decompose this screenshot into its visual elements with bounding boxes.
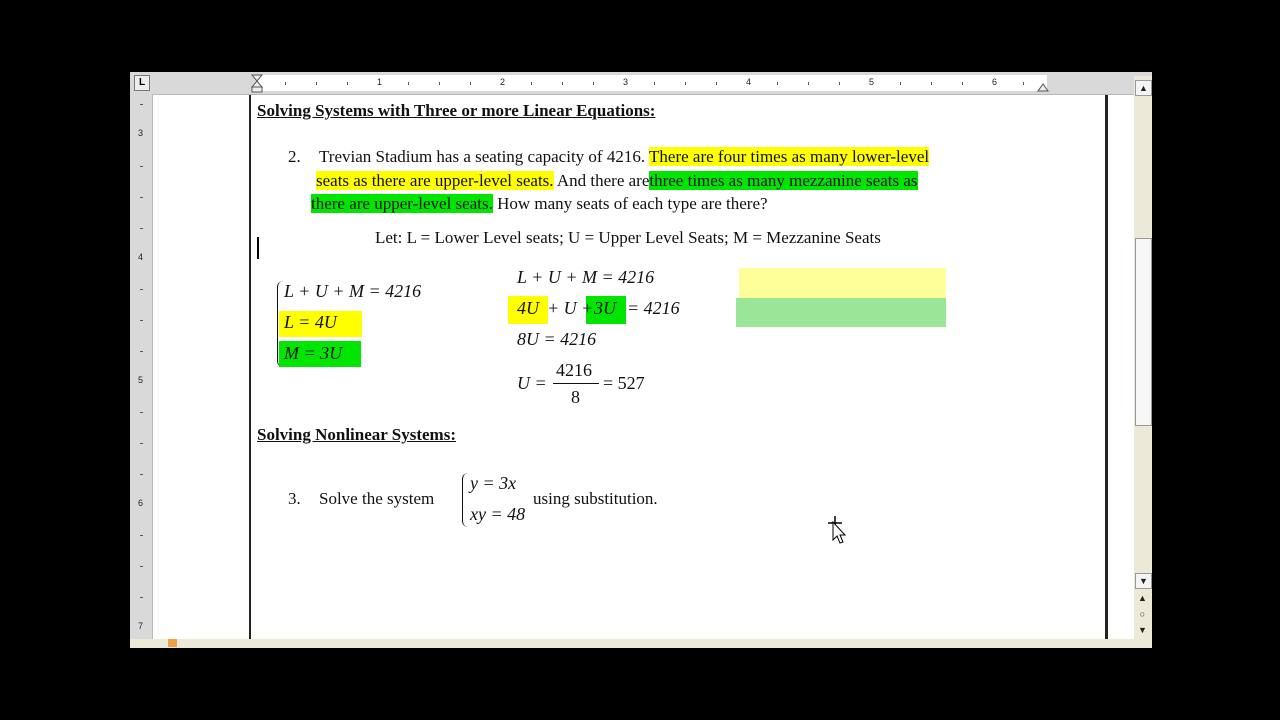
ruler-tick — [685, 82, 686, 85]
fraction-numerator: 4216 — [556, 360, 592, 380]
ruler-tick — [140, 412, 143, 413]
previous-page-button[interactable]: ▲ — [1138, 593, 1147, 603]
work-line2-term3: 3U — [594, 298, 616, 318]
ruler-tick — [140, 228, 143, 229]
work-line3: 8U = 4216 — [517, 329, 597, 349]
system-eq2: L = 4U — [284, 312, 337, 332]
pale-yellow-box — [739, 268, 946, 298]
ruler-tick — [140, 166, 143, 167]
yellow-highlight-text: seats as there are upper-level seats. — [316, 171, 554, 190]
ruler-number: 7 — [138, 621, 144, 631]
problem2-line1 — [319, 147, 929, 167]
work-line4-rhs: = 527 — [603, 373, 645, 393]
mouse-cursor-icon — [826, 516, 848, 544]
ruler-tick — [470, 82, 471, 85]
heading-nonlinear-systems: Solving Nonlinear Systems: — [257, 425, 456, 444]
yellow-highlight-text: There are four times as many lower-level — [649, 147, 930, 166]
ruler-tick — [900, 82, 901, 85]
problem2-text: Trevian Stadium has a seating capacity of 4216. — [319, 147, 646, 166]
problem3-eq2: xy = 48 — [470, 504, 526, 524]
problem2-line3 — [311, 194, 768, 214]
ruler-tick — [931, 82, 932, 85]
heading-linear-systems: Solving Systems with Three or more Linear Equations: — [257, 101, 656, 120]
ruler-number: 4 — [746, 77, 752, 87]
horizontal-scrollbar[interactable] — [130, 639, 1152, 648]
ruler-tick — [1023, 82, 1024, 85]
ruler-tick — [408, 82, 409, 85]
next-page-button[interactable]: ▼ — [1138, 625, 1147, 635]
problem2-text: How many seats of each type are there? — [497, 194, 768, 213]
problem3-text: using substitution. — [533, 489, 658, 508]
ruler-tick — [562, 82, 563, 85]
scroll-up-button[interactable]: ▲ — [1135, 80, 1152, 96]
ruler-tick — [140, 566, 143, 567]
work-line2-rhs: = 4216 — [627, 298, 680, 318]
print-layout-view-button[interactable] — [168, 639, 177, 647]
system-eq3: M = 3U — [284, 343, 343, 363]
tab-selector-button[interactable]: L — [134, 75, 150, 91]
problem2-line2 — [316, 171, 918, 191]
ruler-number: 1 — [377, 77, 383, 87]
ruler-tick — [777, 82, 778, 85]
right-indent-marker-icon[interactable] — [1037, 82, 1049, 92]
text-cursor — [257, 237, 259, 259]
ruler-number: 6 — [992, 77, 998, 87]
ruler-tick — [140, 474, 143, 475]
ruler-tick — [531, 82, 532, 85]
ruler-tick — [962, 82, 963, 85]
scroll-down-button[interactable]: ▼ — [1135, 573, 1152, 589]
ruler-number: 6 — [138, 498, 144, 508]
system-eq1: L + U + M = 4216 — [284, 281, 422, 301]
left-margin-line — [249, 95, 251, 639]
ruler-number: 3 — [138, 128, 144, 138]
work-line1: L + U + M = 4216 — [517, 267, 655, 287]
ruler-tick — [140, 289, 143, 290]
problem-number: 2. — [288, 147, 301, 166]
problem3-text: Solve the system — [319, 489, 435, 508]
work-line4-lhs: U = — [517, 373, 547, 393]
select-browse-object-button[interactable]: ○ — [1139, 609, 1146, 619]
problem3-eq1: y = 3x — [470, 473, 517, 493]
ruler-tick — [654, 82, 655, 85]
ruler-tick — [808, 82, 809, 85]
ruler-text-area — [257, 75, 1047, 91]
fraction-bar — [553, 383, 599, 384]
ruler-tick — [140, 320, 143, 321]
ruler-tick — [439, 82, 440, 85]
ruler-tick — [140, 443, 143, 444]
ruler-number: 2 — [500, 77, 506, 87]
work-line2-term2: + U + — [547, 298, 594, 318]
ruler-tick — [140, 351, 143, 352]
ruler-number: 5 — [138, 375, 144, 385]
ruler-number: 3 — [623, 77, 629, 87]
word-window — [130, 72, 1152, 648]
ruler-tick — [140, 535, 143, 536]
ruler-tick — [140, 197, 143, 198]
vertical-ruler[interactable] — [130, 94, 153, 639]
right-margin-line — [1105, 95, 1108, 639]
indent-marker-icon[interactable] — [250, 74, 264, 94]
horizontal-ruler[interactable] — [130, 72, 1152, 95]
ruler-tick — [285, 82, 286, 85]
green-highlight-text: there are upper-level seats. — [311, 194, 493, 213]
ruler-tick — [716, 82, 717, 85]
ruler-tick — [140, 104, 143, 105]
ruler-tick — [316, 82, 317, 85]
ruler-number: 5 — [869, 77, 875, 87]
problem-number: 3. — [288, 489, 301, 508]
ruler-tick — [347, 82, 348, 85]
scroll-thumb[interactable] — [1135, 238, 1152, 426]
document-page[interactable] — [153, 95, 1106, 639]
ruler-tick — [593, 82, 594, 85]
fraction-denominator: 8 — [571, 387, 580, 407]
ruler-number: 4 — [138, 252, 144, 262]
ruler-tick — [839, 82, 840, 85]
vertical-scrollbar[interactable] — [1134, 76, 1152, 639]
system-brace — [462, 473, 470, 527]
let-definitions: Let: L = Lower Level seats; U = Upper Level Seats; M = Mezzanine Seats — [375, 228, 881, 247]
work-line2-term1: 4U — [517, 298, 539, 318]
ruler-tick — [140, 597, 143, 598]
pale-green-box — [736, 298, 946, 327]
green-highlight-text: three times as many mezzanine seats as — [649, 171, 918, 190]
problem2-text: And there are — [556, 171, 650, 190]
